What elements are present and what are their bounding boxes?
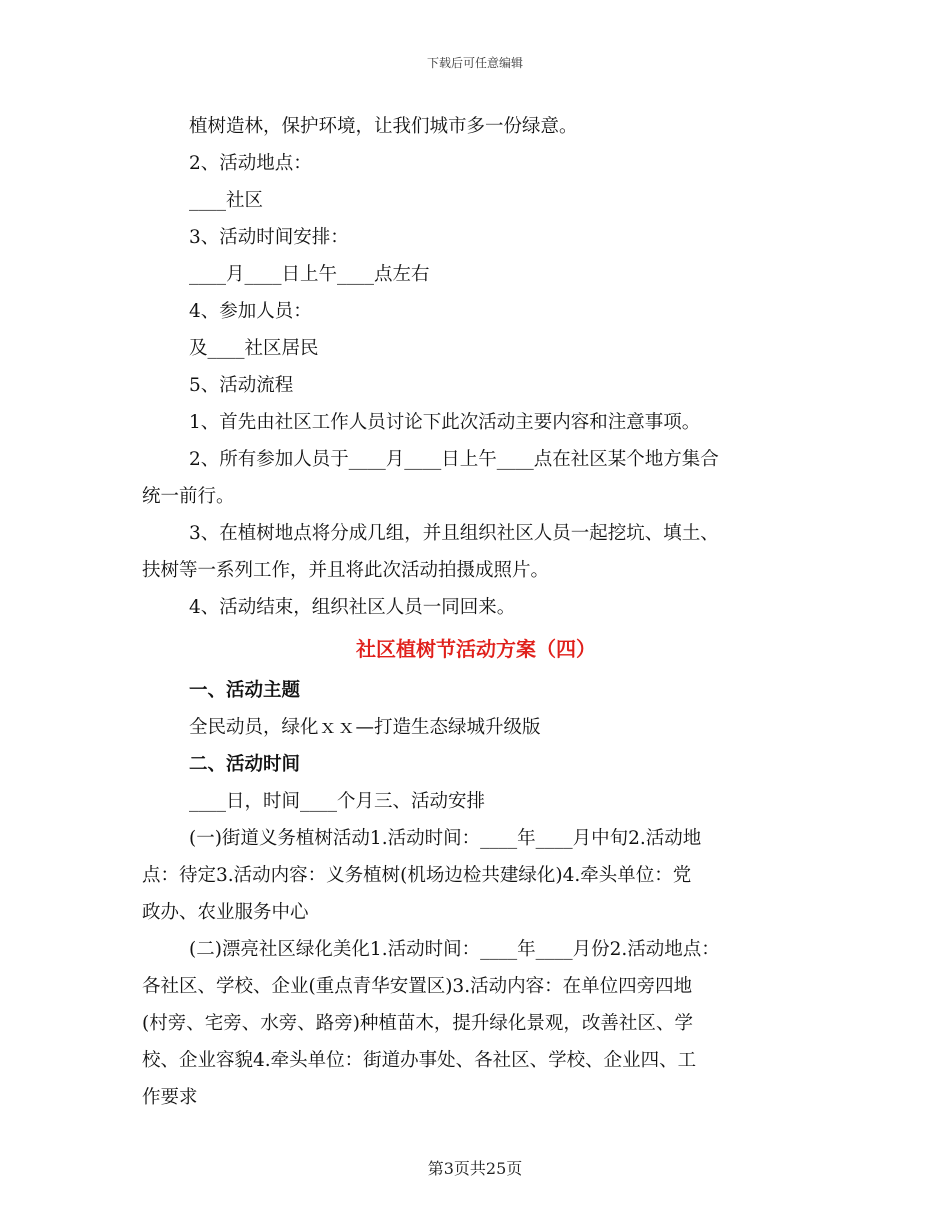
text-line: (二)漂亮社区绿化美化1.活动时间：____年____月份2.活动地点： <box>189 939 720 960</box>
text-line: 统一前行。 <box>142 486 235 507</box>
text-line: 3、在植树地点将分成几组，并且组织社区人员一起挖坑、填土、 <box>189 523 719 544</box>
item-heading: 3、活动时间安排： <box>189 227 349 248</box>
page-header: 下载后可任意编辑 <box>426 56 523 70</box>
text-line: 扶树等一系列工作，并且将此次活动拍摄成照片。 <box>142 560 550 581</box>
text-line: 植树造林，保护环境，让我们城市多一份绿意。 <box>189 116 578 137</box>
item-heading: 4、参加人员： <box>189 301 312 322</box>
subsection-heading: 一、活动主题 <box>189 680 301 701</box>
item-heading: 2、活动地点： <box>189 153 312 174</box>
text-line: ____月____日上午____点左右 <box>189 264 430 285</box>
text-line: ____社区 <box>189 190 264 211</box>
text-line: 点：待定3.活动内容：义务植树(机场边检共建绿化)4.牵头单位：党 <box>142 865 692 886</box>
text-line: 作要求 <box>142 1087 198 1108</box>
text-line: 政办、农业服务中心 <box>142 902 309 923</box>
text-line: 2、所有参加人员于____月____日上午____点在社区某个地方集合 <box>189 449 719 470</box>
text-line: 各社区、学校、企业(重点青华安置区)3.活动内容：在单位四旁四地 <box>142 976 693 997</box>
text-line: (一)街道义务植树活动1.活动时间：____年____月中旬2.活动地 <box>189 828 702 849</box>
text-line: 及____社区居民 <box>189 338 319 359</box>
text-line: ____日，时间____个月三、活动安排 <box>189 791 486 812</box>
item-heading: 5、活动流程 <box>189 375 294 396</box>
text-line: 4、活动结束，组织社区人员一同回来。 <box>189 597 516 618</box>
text-line: 全民动员，绿化ｘｘ—打造生态绿城升级版 <box>189 717 541 738</box>
text-line: 校、企业容貌4.牵头单位：街道办事处、各社区、学校、企业四、工 <box>142 1050 697 1071</box>
document-body <box>142 108 810 1116</box>
text-line: (村旁、宅旁、水旁、路旁)种植苗木，提升绿化景观，改善社区、学 <box>142 1013 693 1034</box>
subsection-heading: 二、活动时间 <box>189 754 301 775</box>
section-title: 社区植树节活动方案（四） <box>356 637 596 661</box>
page-footer: 第3页共25页 <box>427 1159 523 1178</box>
text-line: 1、首先由社区工作人员讨论下此次活动主要内容和注意事项。 <box>189 412 701 433</box>
